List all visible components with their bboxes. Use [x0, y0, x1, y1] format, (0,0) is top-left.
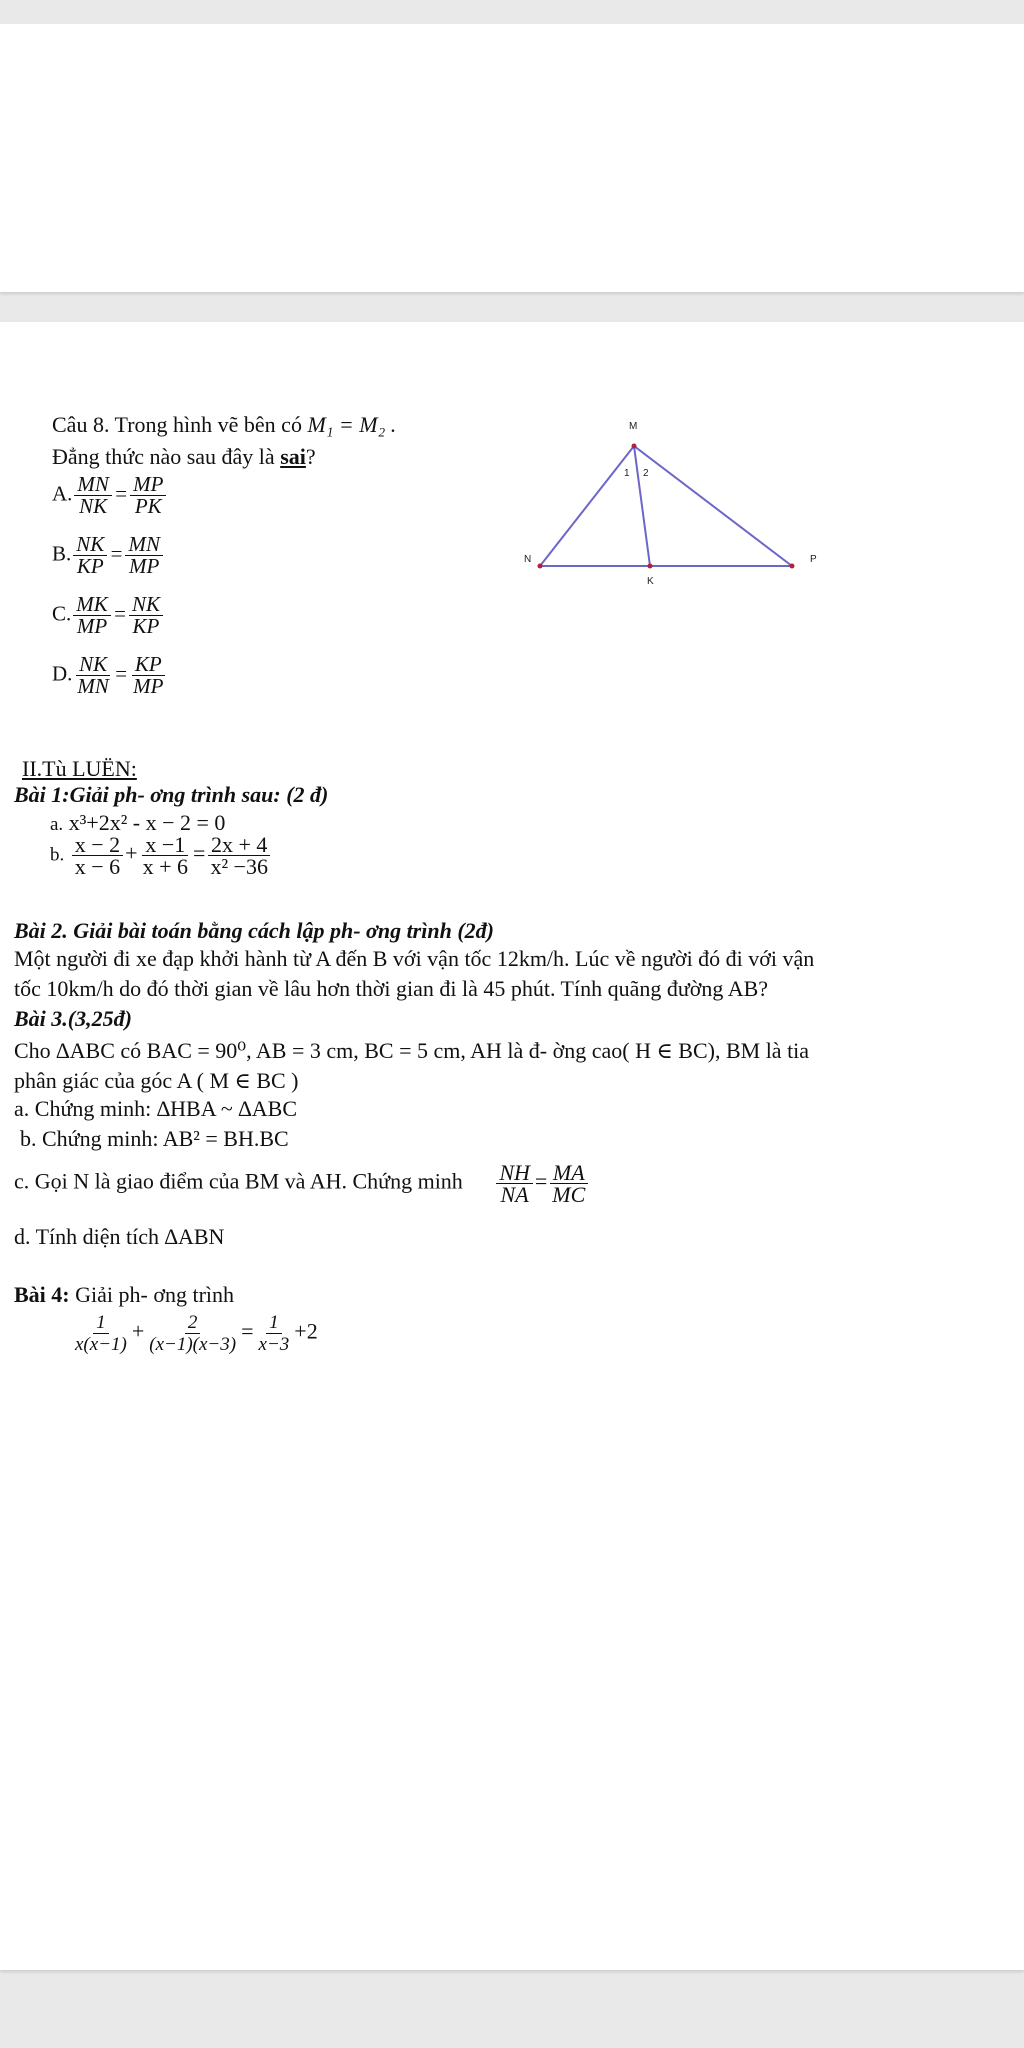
q8-option-a: A. $\frac{MN}{NK}$ = $\frac{MP}{PK}$	[52, 474, 168, 517]
blank-page	[0, 24, 1024, 292]
document-page	[0, 322, 1024, 1970]
point-k	[648, 564, 653, 569]
edge-mn	[540, 446, 634, 566]
q8-option-b: B. $\frac{NK}{KP}$ = $\frac{MN}{MP}$	[52, 534, 165, 577]
label-angle-1: 1	[624, 468, 630, 479]
point-m	[632, 444, 637, 449]
bai3-line1: Cho ∆ABC có BAC = 90⁰, AB = 3 cm, BC = 5 cm, AH là đ- ờng cao( H ∈ BC), BM là tia	[14, 1038, 810, 1063]
label-k: K	[647, 576, 654, 587]
edge-mp	[634, 446, 792, 566]
q8-option-d: D. $\frac{NK}{MN}$ = $\frac{KP}{MP}$	[52, 652, 164, 698]
bai2-line2: tốc 10km/h do đó thời gian về lâu hơn thời gian đi là 45 phút. Tính quãng đường AB?	[14, 976, 769, 1001]
bai3-title: Bài 3.(3,25đ)	[14, 1006, 132, 1031]
bai1-b: b. $\frac{x - 2}{x - 6}$ + $\frac{x -1}{x + 6}$ = $\frac{2x + 4}{\text{x² −36}}$	[50, 834, 273, 877]
label-m: M	[629, 421, 638, 432]
bai2-line1: Một người đi xe đạp khởi hành từ A đến B với vận tốc 12km/h. Lúc về người đó đi với vận	[14, 946, 815, 971]
bai3-a: a. Chứng minh: ∆HBA ~ ∆ABC	[14, 1096, 297, 1121]
bai1-a: a. x³+2x² - x − 2 = 0	[50, 810, 226, 835]
label-angle-2: 2	[643, 468, 649, 479]
edge-mk	[634, 446, 650, 566]
q8-option-c: C. $\frac{MK}{MP}$ = $\frac{NK}{KP}$	[52, 594, 165, 637]
bai3-b: b. Chứng minh: AB² = BH.BC	[20, 1126, 289, 1151]
label-p: P	[810, 554, 817, 565]
bai4-equation: $\frac{1}{x(x-1)}$ + $\frac{2}{(x-1)(x-3)}$ = $\frac{1}{x-3}$ +2	[75, 1312, 318, 1355]
q8-question: Đẳng thức nào sau đây là sai?	[52, 444, 316, 469]
triangle-figure	[510, 412, 840, 592]
bai3-line2: phân giác của góc A ( M ∈ BC )	[14, 1068, 299, 1093]
bai1-title: Bài 1:Giải ph- ơng trình sau: (2 đ)	[14, 782, 329, 807]
bai3-d: d. Tính diện tích ∆ABN	[14, 1224, 225, 1249]
point-p	[790, 564, 795, 569]
bai4-title: Bài 4: Giải ph- ơng trình	[14, 1282, 235, 1307]
point-n	[538, 564, 543, 569]
section-title: II.Tù LUËN:	[22, 756, 137, 781]
bai3-c: c. Gọi N là giao điểm của BM và AH. Chứng minh $\frac{NH}{NA}$ = $\frac{MA}{MC}$	[14, 1162, 590, 1205]
q8-stem: Câu 8. Trong hình vẽ bên có M₁ = M₂ .	[52, 412, 397, 437]
bai2-title: Bài 2. Giải bài toán bằng cách lập ph- ơng trình (2đ)	[14, 918, 494, 943]
label-n: N	[524, 554, 532, 565]
